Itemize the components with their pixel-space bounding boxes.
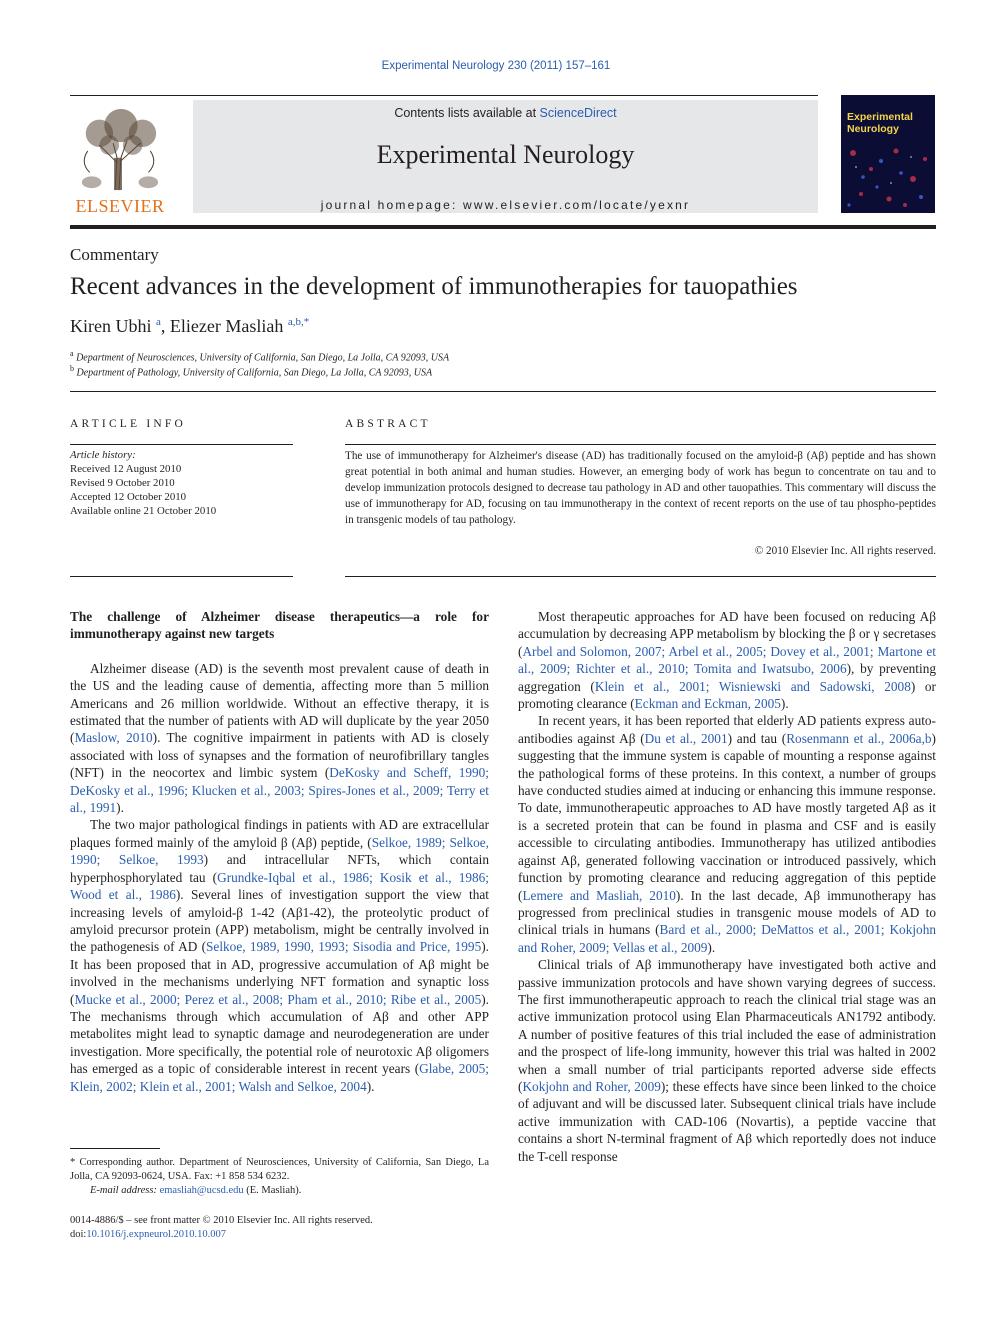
cover-title: Experimental Neurology (847, 111, 913, 135)
author-affiliation-mark[interactable]: a,b,* (287, 316, 310, 328)
doi-label: doi: (70, 1229, 87, 1240)
affiliation-a (70, 349, 449, 363)
abstract-copyright: © 2010 Elsevier Inc. All rights reserved. (754, 545, 936, 557)
corresponding-author-footnote (70, 1156, 489, 1198)
paragraph-text: ), by preventing aggregation ( (518, 661, 936, 694)
article-title: Recent advances in the development of immunotherapies for tauopathies (70, 273, 798, 300)
body-paragraph (518, 712, 936, 956)
citation-link[interactable]: Mucke et al., 2000; Perez et al., 2008; Pham et al., 2010; Ribe et al., 2005 (74, 991, 482, 1007)
author-list (70, 316, 309, 337)
author-name: Eliezer Masliah (169, 316, 284, 336)
paragraph-text: ). (116, 800, 124, 816)
affiliation-mark: b (70, 364, 74, 373)
author-affiliation-mark[interactable]: a (155, 316, 161, 328)
body-column-left (70, 608, 489, 1095)
title-block-rule (70, 391, 936, 392)
affiliation-b (70, 364, 432, 378)
elsevier-logo (70, 104, 170, 214)
abstract-text: The use of immunotherapy for Alzheimer's disease (AD) has traditionally focused on the amyloid-β (Aβ) peptide and has shown great potential in both animal and human studies. However, an emerging body of work has begun to concentrate on tau and to develop immunization protocols designed to decrease tau pathology in AD and other tauopathies. This commentary will discuss the use of immunotherapy for AD, focusing on tau immunotherapy in the context of recent reports on the use of tau phospho-peptides in transgenic models of tau pathology. (345, 450, 936, 526)
doi-line (70, 1228, 373, 1242)
affiliation-mark: a (70, 349, 74, 358)
citation-link[interactable]: Lemere and Masliah, 2010 (522, 887, 676, 903)
body-paragraph (518, 608, 936, 712)
article-info-rule-bottom (70, 576, 293, 577)
paragraph-text: ) or promoting clearance ( (518, 678, 936, 712)
front-matter-meta (70, 1214, 373, 1242)
abstract-rule-top (345, 444, 936, 445)
email-label: E-mail address: (90, 1185, 157, 1196)
citation-link[interactable]: Du et al., 2001 (644, 730, 728, 746)
contents-prefix: Contents lists available at (394, 106, 540, 120)
elsevier-tree-icon (70, 104, 168, 192)
paragraph-text: ) and tau ( (727, 730, 787, 746)
paragraph-text: ); these effects have since been linked to the choice of adjuvant and will be discussed later. Subsequent clinical trials have include active immunization with CAD-106 (Novartis), a peptide vaccine that contains a short N-terminal fragment of Aβ which reportedly does not induce the T-cell response (518, 1078, 936, 1164)
paragraph-text: The two major pathological findings in patients with AD are extracellular plaques formed mainly of the amyloid β (Aβ) peptide, ( (70, 817, 489, 850)
article-type: Commentary (70, 245, 159, 264)
paragraph-text: ) and intracellular NFTs, which contain hyperphosphorylated tau ( (70, 852, 489, 885)
affiliation-text: Department of Neurosciences, University of California, San Diego, La Jolla, CA 92093, USA (76, 352, 450, 364)
citation-link[interactable]: Maslow, 2010 (74, 730, 153, 746)
paragraph-text: ). (707, 939, 716, 955)
cover-micrograph-icon (841, 139, 935, 213)
paragraph-text: Alzheimer disease (AD) is the seventh most prevalent cause of death in the US and the leading cause of dementia, affecting more than 5 million Americans and 26 million worldwide. Without an effective therapy, it is estimated that the number of patients with AD will duplicate by the year 2050 ( (70, 660, 489, 746)
corresponding-author-text: * Corresponding author. Department of Neurosciences, University of California, San Diego, La Jolla, CA 92093-0624, USA. Fax: +1 858 534 6232. (70, 1157, 489, 1182)
elsevier-wordmark: ELSEVIER (75, 196, 165, 216)
paragraph-text: Clinical trials of Aβ immunotherapy have investigated both active and passive immunization protocols and have shown varying degrees of success. The first immunotherapeutic approach to reach the clinical trial stage was an active immunization protocol using Elan Pharmaceuticals AN1792 antibody. A number of positive features of this trial included the ease of administration and the prospect of life-long immunity, however this trial was halted in 2002 when a small number of trial participants reported adverse side effects ( (518, 957, 936, 1094)
sciencedirect-link[interactable]: ScienceDirect (539, 106, 617, 120)
citation-link[interactable]: Glabe, 2005; Klein, 2002; Klein et al., 2001; Walsh and Selkoe, 2004 (70, 1061, 489, 1094)
citation-link[interactable]: Selkoe, 1989; Selkoe, 1990; Selkoe, 1993 (70, 834, 489, 868)
citation-link[interactable]: Kokjohn and Roher, 2009 (522, 1078, 661, 1094)
article-info-rule-top (70, 444, 293, 445)
citation-link[interactable]: Klein et al., 2001; Wisniewski and Sadowski, 2008 (594, 678, 911, 694)
paragraph-text: ). The cognitive impairment in patients with AD is closely associated with loss of synapses and the formation of neurofibrillary tangles (NFT) in the neocortex and limbic system ( (70, 730, 489, 781)
email-suffix: (E. Masliah). (243, 1185, 302, 1196)
paragraph-text: Most therapeutic approaches for AD have been focused on reducing Aβ accumulation by decreasing APP metabolism by blocking the β or γ secretases ( (518, 609, 936, 659)
journal-name: Experimental Neurology (376, 140, 635, 169)
citation-link[interactable]: Arbel and Solomon, 2007; Arbel et al., 2005; Dovey et al., 2001; Martone et al., 2009; Richter et al., 2010; Tomita and Iwatsubo, 2006 (518, 643, 936, 677)
contents-availability (193, 106, 818, 120)
abstract-rule-bottom (345, 576, 936, 577)
journal-citation[interactable]: Experimental Neurology 230 (2011) 157–161 (381, 60, 611, 72)
citation-link[interactable]: Selkoe, 1989, 1990, 1993; Sisodia and Price, 1995 (206, 939, 482, 955)
history-revised: Revised 9 October 2010 (70, 477, 175, 489)
paragraph-text: In recent years, it has been reported that elderly AD patients express auto-antibodies against Aβ ( (518, 713, 936, 746)
journal-homepage[interactable]: journal homepage: www.elsevier.com/locate/yexnr (320, 198, 691, 212)
paragraph-text: ). The mechanisms through which accumulation of Aβ and other APP metabolites might lead to synaptic damage and neurodegeneration are under investigation. More specifically, the potential role of neurotoxic Aβ oligomers has emerged as a topic of considerable interest in recent years ( (70, 991, 489, 1077)
body-paragraph (70, 816, 489, 1095)
history-online: Available online 21 October 2010 (70, 505, 217, 517)
journal-cover-image (841, 95, 935, 213)
issn-line: 0014-4886/$ – see front matter © 2010 Elsevier Inc. All rights reserved. (70, 1215, 373, 1226)
body-column-right (518, 608, 936, 1165)
body-paragraph (70, 660, 489, 817)
body-paragraph (518, 956, 936, 1165)
doi-link[interactable]: 10.1016/j.expneurol.2010.10.007 (86, 1229, 227, 1240)
email-line (70, 1184, 489, 1198)
history-accepted: Accepted 12 October 2010 (70, 491, 187, 503)
citation-link[interactable]: Bard et al., 2000; DeMattos et al., 2001; Kokjohn and Roher, 2009; Vellas et al., 2009 (518, 922, 936, 955)
article-history (70, 448, 216, 518)
citation-link[interactable]: DeKosky and Scheff, 1990; DeKosky et al., 1996; Klucken et al., 2003; Spires-Jones et al., 2009; Terry et al., 1991 (70, 765, 489, 816)
history-received: Received 12 August 2010 (70, 463, 182, 475)
paragraph-text: ). It has been proposed that in AD, progressive accumulation of Aβ might be involved in the mechanisms underlying NFT formation and synaptic loss ( (70, 939, 489, 1007)
header-top-rule (70, 95, 818, 96)
paragraph-text: ). (366, 1078, 375, 1094)
abstract-heading: ABSTRACT (345, 418, 431, 430)
citation-link[interactable]: Grundke-Iqbal et al., 1986; Kosik et al., 1986; Wood et al., 1986 (70, 869, 489, 903)
citation-link[interactable]: Rosenmann et al., 2006a,b (786, 730, 932, 746)
paragraph-text: ). (780, 696, 789, 712)
affiliation-text: Department of Pathology, University of California, San Diego, La Jolla, CA 92093, USA (76, 367, 433, 379)
paragraph-text: ). In the last decade, Aβ immunotherapy has progressed from preclinical studies in transgenic mouse models of AD to clinical trials in humans ( (518, 887, 937, 938)
header-bottom-rule (70, 225, 936, 229)
author-separator: , (160, 316, 170, 336)
article-history-label: Article history: (70, 449, 136, 461)
journal-masthead (193, 100, 818, 213)
article-info-heading: ARTICLE INFO (70, 418, 186, 430)
citation-link[interactable]: Eckman and Eckman, 2005 (634, 696, 781, 712)
paragraph-text: ). Several lines of investigation support the view that increasing levels of amyloid-β 1-42 (Aβ1-42), the proteolytic product of amyloid precursor protein (APP) metabolism, might be centrally involved in the pathogenesis of AD ( (70, 887, 489, 955)
footnote-rule (70, 1148, 160, 1149)
email-link[interactable]: emasliah@ucsd.edu (159, 1185, 244, 1196)
author-name: Kiren Ubhi (70, 316, 152, 336)
section-heading: The challenge of Alzheimer disease therapeutics—a role for immunotherapy against new targets (70, 609, 489, 642)
paragraph-text: ) suggesting that the immune system is capable of mounting a response against the pathological forms of these proteins. In this context, a number of groups have conducted studies aimed at inducing or enhancing this immune response. To date, immunotherapeutic approaches to AD have mostly targeted Aβ as it is a secreted protein that can be found in plasma and CSF and is easily accessible to circulating antibodies. Immunotherapy has utilized antibodies against Aβ, generated following vaccination or introduced passively, which function by promoting clearance and reducing aggregation of this peptide ( (518, 730, 936, 903)
